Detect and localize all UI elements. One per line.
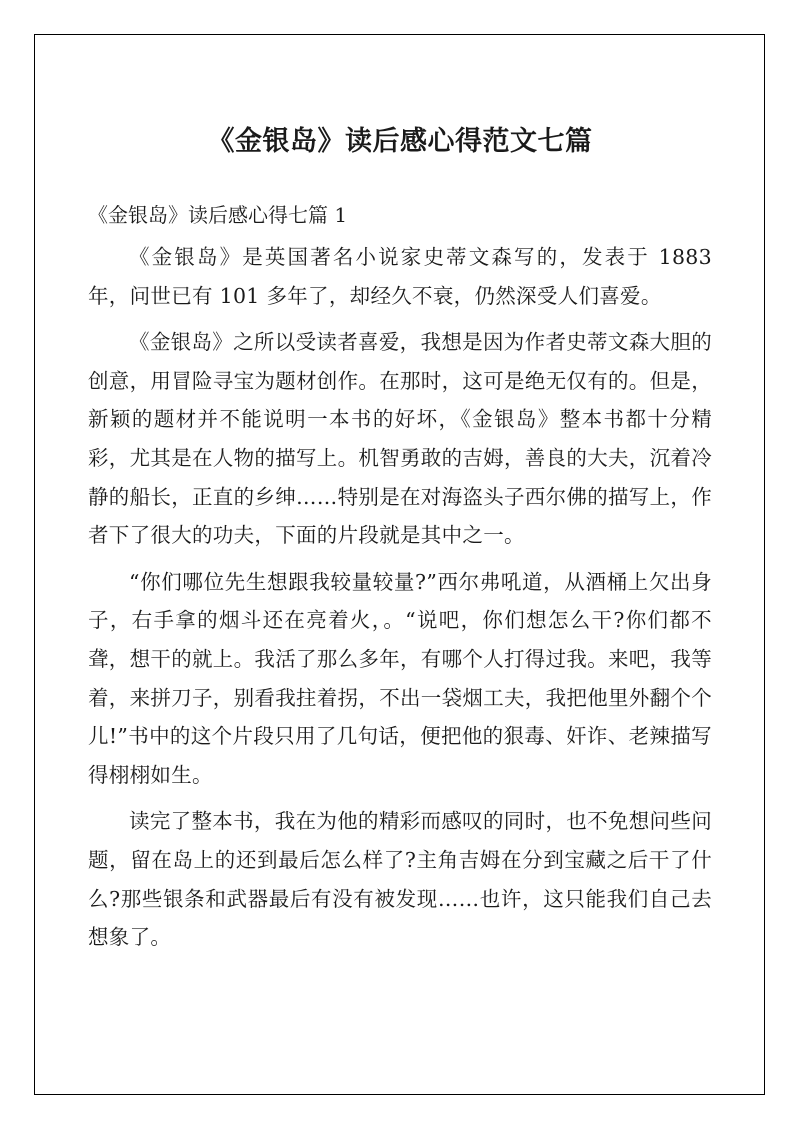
article-body <box>88 238 712 965</box>
paragraph-1: 《金银岛》是英国著名小说家史蒂文森写的，发表于 1883 年，问世已有 101 多年了，却经久不衰，仍然深受人们喜爱。 <box>88 245 712 308</box>
paragraph-4: 读完了整本书，我在为他的精彩而感叹的同时，也不免想问些问题，留在岛上的还到最后怎么样了?主角吉姆在分到宝藏之后干了什么?那些银条和武器最后有没有被发现……也许，这只能我们自己去想象了。 <box>88 809 712 950</box>
section-heading: 《金银岛》读后感心得七篇 1 <box>88 203 348 227</box>
paragraph-3: “你们哪位先生想跟我较量较量?”西尔弗吼道，从酒桶上欠出身子，右手拿的烟斗还在亮着火，。“说吧，你们想怎么干?你们都不聋，想干的就上。我活了那么多年，有哪个人打得过我。来吧，我等着，来拼刀子，别看我拄着拐，不出一袋烟工夫，我把他里外翻个个儿!”书中的这个片段只用了几句话，便把他的狠毒、奸诈、老辣描写得栩栩如生。 <box>88 569 712 787</box>
paragraph-2: 《金银岛》之所以受读者喜爱，我想是因为作者史蒂文森大胆的创意，用冒险寻宝为题材创作。在那时，这可是绝无仅有的。但是，新颖的题材并不能说明一本书的好坏，《金银岛》整本书都十分精彩，尤其是在人物的描写上。机智勇敢的吉姆，善良的大夫，沉着冷静的船长，正直的乡绅……特别是在对海盗头子西尔佛的描写上，作者下了很大的功夫，下面的片段就是其中之一。 <box>88 330 712 548</box>
document-title: 《金银岛》读后感心得范文七篇 <box>207 126 593 157</box>
